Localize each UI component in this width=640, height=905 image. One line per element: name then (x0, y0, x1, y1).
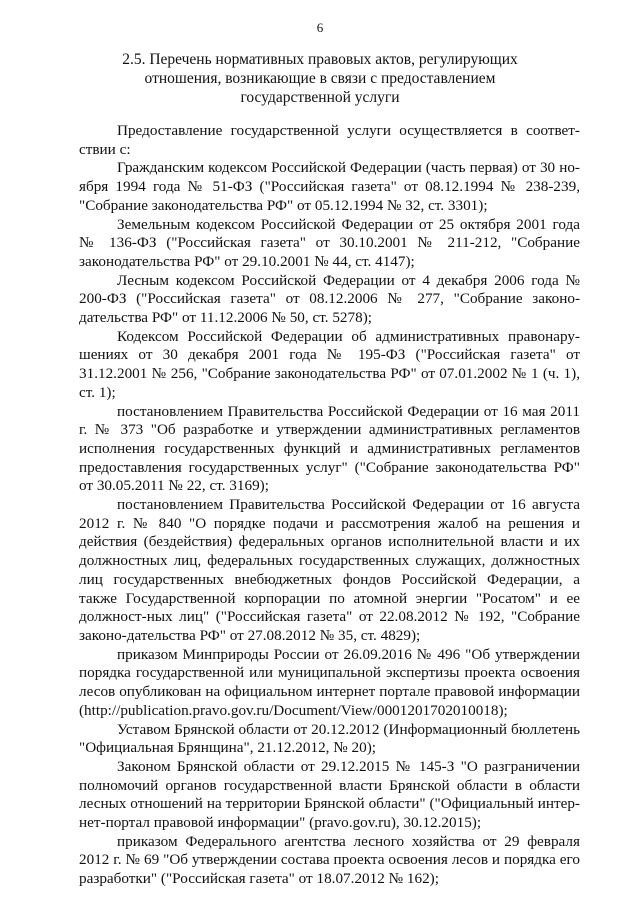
page-number: 6 (316, 20, 324, 35)
paragraph-bryansk-charter: Уставом Брянской области от 20.12.2012 (Информационный бюллетень "Официальная Брянщина", 21.12.2012, № 20); (79, 720, 580, 757)
heading-line: отношения, возникающие в связи с предоставлением (144, 70, 496, 87)
paragraph-resolution-373: постановлением Правительства Российской Федерации от 16 мая 2011 г. № 373 "Об разработке и утверждении административных регламентов исполнения государственных функций и административных регламентов предоставления государственных услуг" ("Собрание законодательства РФ" от 30.05.2011 № 22, ст. 3169); (79, 402, 580, 495)
paragraph-resolution-840: постановлением Правительства Российской Федерации от 16 августа 2012 г. № 840 "О порядке подачи и рассмотрения жалоб на решения и действия (бездействия) федеральных органов исполнительной власти и их должностных лиц, федеральных государственных служащих, должностных лиц государственных внебюджетных фондов Российской Федерации, а также Государственной корпорации по атомной энергии "Росатом" и ее должност-ных лиц" ("Российская газета" от 22.08.2012 № 192, "Собрание законо-дательства РФ" от 27.08.2012 № 35, ст. 4829); (79, 496, 580, 644)
section-heading (110, 50, 530, 107)
paragraph-land-code: Земельным кодексом Российской Федерации от 25 октября 2001 года № 136-ФЗ ("Российская газета" от 30.10.2001 № 211-212, "Собрание законодательства РФ" от 29.10.2001 № 44, ст. 4147); (79, 215, 580, 270)
heading-line: 2.5. Перечень нормативных правовых актов, регулирующих (122, 51, 518, 68)
paragraph-order-496: приказом Минприроды России от 26.09.2016 № 496 "Об утверждении порядка государственной или муниципальной экспертизы проекта освоения лесов опубликован на официальном интернет портале правовой информации (http://publication.pravo.gov.ru/Document/View/0001201702010018); (79, 645, 580, 719)
paragraph-admin-offences-code: Кодексом Российской Федерации об административных правонару-шениях от 30 декабря 2001 года № 195-ФЗ ("Российская газета" от 31.12.2001 № 256, "Собрание законодательства РФ" от 07.01.2002 № 1 (ч. 1), ст. 1); (79, 327, 580, 401)
document-body (79, 122, 580, 889)
paragraph-bryansk-law-145: Законом Брянской области от 29.12.2015 № 145-З "О разграничении полномочий органов государственной власти Брянской области в области лесных отношений на территории Брянской области" ("Официальный интер-нет-портал правовой информации" (pravo.gov.ru), 30.12.2015); (79, 757, 580, 832)
paragraph-order-69: приказом Федерального агентства лесного хозяйства от 29 февраля 2012 г. № 69 "Об утверждении состава проекта освоения лесов и порядка его разработки" ("Российская газета" от 18.07.2012 № 162); (79, 832, 580, 888)
heading-line: государственной услуги (240, 89, 400, 106)
paragraph-intro: Предоставление государственной услуги осуществляется в соответ-ствии с: (79, 122, 580, 158)
paragraph-forest-code: Лесным кодексом Российской Федерации от 4 декабря 2006 года № 200-ФЗ ("Российская газета" от 08.12.2006 № 277, "Собрание законо-дательства РФ" от 11.12.2006 № 50, ст. 5278); (79, 271, 580, 327)
paragraph-civil-code: Гражданским кодексом Российской Федерации (часть первая) от 30 но-ября 1994 года № 51-ФЗ ("Российская газета" от 08.12.1994 № 238-239, "Собрание законодательства РФ" от 05.12.1994 № 32, ст. 3301); (79, 159, 580, 214)
